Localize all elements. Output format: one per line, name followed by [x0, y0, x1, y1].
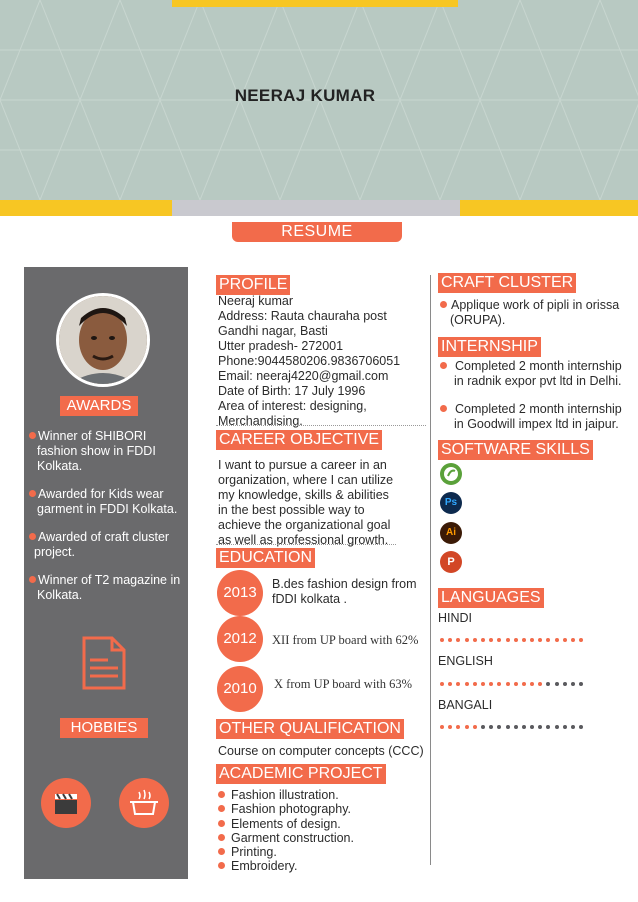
level-dot-filled: [440, 638, 444, 642]
band-right: [460, 200, 638, 216]
level-dot-filled: [448, 682, 452, 686]
level-dot-filled: [506, 682, 510, 686]
level-dot-filled: [497, 682, 501, 686]
education-heading: EDUCATION: [216, 548, 315, 568]
list-item: Fashion illustration.: [218, 788, 354, 802]
hobbies-heading: HOBBIES: [60, 718, 148, 738]
level-dot-filled: [506, 638, 510, 642]
level-dot-empty: [555, 725, 559, 729]
internship-item: Completed 2 month internship in radnik expor pvt ltd in Delhi.: [440, 359, 635, 389]
divider: [216, 425, 426, 426]
avatar: [56, 293, 150, 387]
level-dot-filled: [514, 682, 518, 686]
level-dot-filled: [448, 725, 452, 729]
level-dot-empty: [530, 725, 534, 729]
software-skills-heading: SOFTWARE SKILLS: [438, 440, 593, 460]
powerpoint-icon: P: [440, 551, 462, 573]
bullet-icon: [29, 490, 36, 497]
photoshop-icon: Ps: [440, 492, 462, 514]
academic-project-heading: ACADEMIC PROJECT: [216, 764, 386, 784]
level-dot-empty: [563, 682, 567, 686]
level-dot-filled: [465, 682, 469, 686]
level-dot-empty: [555, 682, 559, 686]
language-level-bangali: [440, 716, 587, 734]
level-dot-filled: [456, 725, 460, 729]
level-dot-filled: [465, 638, 469, 642]
craft-cluster-heading: CRAFT CLUSTER: [438, 273, 576, 293]
level-dot-empty: [546, 682, 550, 686]
level-dot-filled: [473, 682, 477, 686]
other-qualification-text: Course on computer concepts (CCC): [218, 744, 424, 758]
award-item: Awarded for Kids wear garment in FDDI Kolkata.: [24, 487, 188, 517]
award-item: Awarded of craft cluster project.: [24, 530, 188, 560]
level-dot-filled: [456, 682, 460, 686]
bullet-icon: [218, 834, 225, 841]
level-dot-empty: [546, 725, 550, 729]
level-dot-empty: [571, 725, 575, 729]
level-dot-filled: [489, 638, 493, 642]
movie-clapper-icon: [41, 778, 91, 828]
level-dot-filled: [522, 638, 526, 642]
year-badge: 2013: [217, 570, 263, 616]
list-item: Fashion photography.: [218, 802, 354, 816]
list-item: Garment construction.: [218, 831, 354, 845]
level-dot-empty: [489, 725, 493, 729]
profile-heading: PROFILE: [216, 275, 290, 295]
bullet-icon: [218, 862, 225, 869]
other-qualification-heading: OTHER QUALIFICATION: [216, 719, 404, 739]
illustrator-icon: Ai: [440, 522, 462, 544]
bullet-icon: [218, 805, 225, 812]
language-name: HINDI: [438, 611, 473, 625]
level-dot-empty: [538, 725, 542, 729]
internship-heading: INTERNSHIP: [438, 337, 541, 357]
level-dot-empty: [481, 725, 485, 729]
level-dot-filled: [481, 682, 485, 686]
bullet-icon: [29, 432, 36, 439]
awards-heading: AWARDS: [60, 396, 138, 416]
level-dot-filled: [522, 682, 526, 686]
language-name: ENGLISH: [438, 654, 493, 668]
level-dot-filled: [456, 638, 460, 642]
level-dot-filled: [481, 638, 485, 642]
year-badge: 2010: [217, 666, 263, 712]
person-photo-icon: [59, 296, 147, 384]
education-entry: XII from UP board with 62%: [272, 633, 419, 647]
document-icon: [80, 636, 128, 690]
level-dot-empty: [522, 725, 526, 729]
level-dot-filled: [497, 638, 501, 642]
language-name: BANGALI: [438, 698, 493, 712]
level-dot-filled: [465, 725, 469, 729]
profile-details: Neeraj kumar Address: Rauta chauraha post Gandhi nagar, Basti Utter pradesh- 272001 Phone:9044580206.9836706051 Email: neeraj4220@gmail.com Date of Birth: 17 July 1996 Area of interest: designing, Merchandising.: [218, 294, 401, 428]
bullet-icon: [29, 576, 36, 583]
award-item: Winner of T2 magazine in Kolkata.: [24, 573, 188, 603]
level-dot-filled: [546, 638, 550, 642]
coreldraw-icon: [440, 463, 462, 485]
level-dot-filled: [489, 682, 493, 686]
level-dot-filled: [530, 638, 534, 642]
bullet-icon: [218, 848, 225, 855]
column-divider: [430, 275, 431, 865]
bullet-icon: [218, 820, 225, 827]
language-level-english: [440, 673, 587, 691]
band-middle: [172, 200, 460, 216]
level-dot-empty: [579, 682, 583, 686]
academic-project-list: [218, 788, 354, 874]
level-dot-empty: [506, 725, 510, 729]
resume-title: RESUME: [232, 222, 402, 242]
level-dot-filled: [538, 682, 542, 686]
bullet-icon: [218, 791, 225, 798]
level-dot-filled: [571, 638, 575, 642]
languages-heading: LANGUAGES: [438, 588, 544, 608]
level-dot-empty: [579, 725, 583, 729]
band-left: [0, 200, 172, 216]
list-item: Elements of design.: [218, 817, 354, 831]
level-dot-filled: [473, 725, 477, 729]
candidate-name: NEERAJ KUMAR: [234, 86, 376, 105]
list-item: Printing.: [218, 845, 354, 859]
level-dot-filled: [538, 638, 542, 642]
level-dot-filled: [440, 725, 444, 729]
level-dot-empty: [514, 725, 518, 729]
level-dot-filled: [473, 638, 477, 642]
year-badge: 2012: [217, 616, 263, 662]
header-top-accent: [172, 0, 458, 7]
award-item: Winner of SHIBORI fashion show in FDDI Kolkata.: [24, 429, 188, 474]
craft-cluster-text: Applique work of pipli in orissa (ORUPA).: [440, 298, 635, 328]
education-entry: B.des fashion design from fDDI kolkata .: [272, 577, 417, 606]
language-level-hindi: [440, 629, 587, 647]
level-dot-filled: [448, 638, 452, 642]
list-item: Embroidery.: [218, 859, 354, 873]
level-dot-empty: [563, 725, 567, 729]
bullet-icon: [440, 301, 447, 308]
level-dot-filled: [579, 638, 583, 642]
bullet-icon: [440, 362, 447, 369]
level-dot-filled: [514, 638, 518, 642]
bullet-icon: [29, 533, 36, 540]
career-objective-heading: CAREER OBJECTIVE: [216, 430, 382, 450]
career-objective-text: I want to pursue a career in an organization, where I can utilize my knowledge, skills & abilities in the best possible way to achieve the organizational goal as well as professional growth.: [218, 458, 394, 547]
level-dot-empty: [497, 725, 501, 729]
education-entry: X from UP board with 63%: [274, 677, 413, 691]
bullet-icon: [440, 405, 447, 412]
divider: [216, 544, 396, 545]
internship-item: Completed 2 month internship in Goodwill impex ltd in jaipur.: [440, 402, 635, 432]
level-dot-empty: [571, 682, 575, 686]
level-dot-filled: [563, 638, 567, 642]
level-dot-filled: [530, 682, 534, 686]
cooking-pot-icon: [119, 778, 169, 828]
level-dot-filled: [440, 682, 444, 686]
level-dot-filled: [555, 638, 559, 642]
